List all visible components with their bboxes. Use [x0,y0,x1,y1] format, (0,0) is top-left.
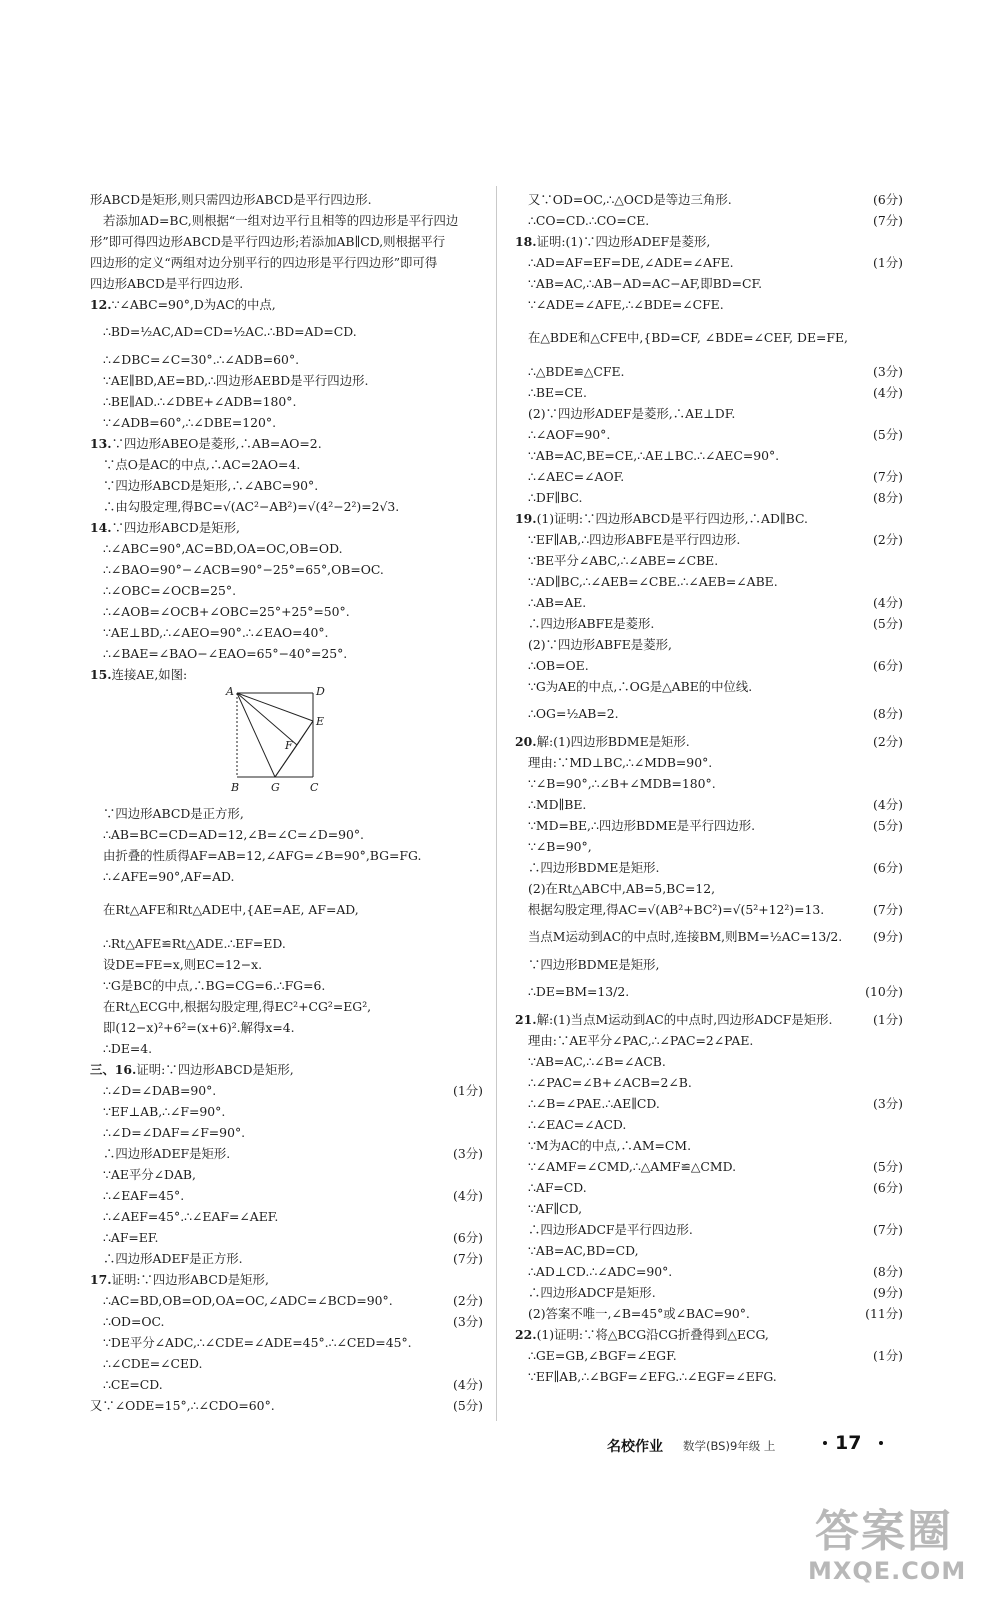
footer-brand: 名校作业 [607,1439,663,1455]
text-line: (1)证明:∵四边形ABCD是平行四边形,∴AD∥BC. [536,511,808,526]
text-line [515,1177,903,1198]
problem-14-heading [90,517,483,538]
segment-GE [275,721,313,777]
score-label: (4分) [873,595,903,610]
text-line [515,655,903,676]
score-label: (7分) [873,213,903,228]
text-line: 设DE=FE=x,则EC=12−x. [103,957,263,972]
text-line: (2)∵四边形ADEF是菱形,∴AE⊥DF. [528,406,736,421]
text-line [515,424,903,445]
problem-number: 12. [90,297,112,312]
footer-subject: 数学(BS)9年级 上 [683,1439,776,1453]
score-label: (7分) [873,1222,903,1237]
score-label: (1分) [873,255,903,270]
text-line: ∴∠CDE=∠CED. [103,1356,203,1371]
bullet-dot-icon [823,1441,827,1445]
line-text: ∴∠EAF=45°. [103,1188,185,1203]
bullet-dot-icon [879,1441,883,1445]
text-line: ∴∠OBC=∠OCB=25°. [103,583,237,598]
text-line: 即(12−x)²+6²=(x+6)².解得x=4. [103,1020,295,1035]
text-line: ∵∠B=90°, [528,839,592,854]
text-line: (2)在Rt△ABC中,AB=5,BC=12, [528,881,716,896]
text-line: 连接AE,如图: [111,667,188,682]
text-line [515,487,903,508]
text-line [515,1261,903,1282]
text-line: ∴∠ABC=90°,AC=BD,OA=OC,OB=OD. [103,541,343,556]
score-label: (9分) [873,929,903,944]
label-D: D [316,685,325,698]
text-line: 由折叠的性质得AF=AB=12,∠AFG=∠B=90°,BG=FG. [103,848,422,863]
line-text: ∴△BDE≌△CFE. [528,364,625,379]
text-line: 解:(1)四边形BDME是矩形. [536,734,690,749]
problem-number: 三、16. [90,1062,137,1077]
text-line: ∵M为AC的中点,∴AM=CM. [528,1138,692,1153]
score-label: (7分) [453,1251,483,1266]
text-line: ∴∠AEF=45°.∴∠EAF=∠AEF. [103,1209,279,1224]
text-line: ∴BE∥AD.∴∠DBE+∠ADB=180°. [103,394,297,409]
problem-18-heading [515,231,903,252]
text-line [515,1156,903,1177]
text-line [90,1227,483,1248]
line-text: ∴AF=CD. [528,1180,587,1195]
problem-number: 21. [515,1012,537,1027]
line-text: ∴CE=CD. [103,1377,163,1392]
score-label: (5分) [453,1398,483,1413]
score-label: (1分) [453,1083,483,1098]
right-column [515,189,903,1387]
line-text: ∴BE=CE. [528,385,587,400]
problem-20-heading [515,731,903,752]
text-line: ∵AE平分∠DAB, [103,1167,196,1182]
text-line [515,857,903,878]
text-line [515,529,903,550]
text-line [515,361,903,382]
text-line: 若添加AD=BC,则根据“一组对边平行且相等的四边形是平行四边 [103,213,459,228]
line-text: ∴GE=GB,∠BGF=∠EGF. [528,1348,677,1363]
text-line: ∵EF⊥AB,∴∠F=90°. [103,1104,226,1119]
text-line: ∴由勾股定理,得BC=√(AC²−AB²)=√(4²−2²)=2√3. [103,499,400,514]
segment-AE [237,693,313,721]
problem-number: 22. [515,1327,537,1342]
score-label: (7分) [873,469,903,484]
problem-21-heading [515,1009,903,1030]
text-line: ∵AE∥BD,AE=BD,∴四边形AEBD是平行四边形. [103,373,369,388]
left-column [90,189,483,1416]
text-line [515,382,903,403]
text-line: ∴∠BAE=∠BAO−∠EAO=65°−40°=25°. [103,646,348,661]
problem-number: 20. [515,734,537,749]
line-text: ∴AD=AF=EF=DE,∠ADE=∠AFE. [528,255,734,270]
text-line [515,920,903,954]
line-text: ∴DF∥BC. [528,490,583,505]
text-line: ∴∠BAO=90°−∠ACB=90°−25°=65°,OB=OC. [103,562,384,577]
score-label: (4分) [453,1188,483,1203]
score-label: (6分) [873,1180,903,1195]
score-label: (3分) [873,1096,903,1111]
text-line: ∴DE=4. [103,1041,153,1056]
text-line: ∵∠ADB=60°,∴∠DBE=120°. [103,415,277,430]
text-line: ∴AB=BC=CD=AD=12,∠B=∠C=∠D=90°. [103,827,364,842]
problem-number: 19. [515,511,537,526]
line-text: ∴四边形ADCF是平行四边形. [528,1222,693,1237]
problem-number: 14. [90,520,112,535]
text-line [90,1395,483,1416]
text-line: 理由:∵AE平分∠PAC,∴∠PAC=2∠PAE. [528,1033,754,1048]
line-text: ∴AB=AE. [528,595,587,610]
line-text: 当点M运动到AC的中点时,连接BM,则BM=½AC=13/2. [528,929,843,944]
text-line: ∴∠EAC=∠ACD. [528,1117,627,1132]
score-label: (2分) [873,532,903,547]
line-text: ∴∠AEC=∠AOF. [528,469,625,484]
line-text: ∴DE=BM=13/2. [528,984,630,999]
score-label: (7分) [873,902,903,917]
page-number: 17 [835,1432,862,1454]
text-line: ∴∠AOB=∠OCB+∠OBC=25°+25°=50°. [103,604,350,619]
text-line: ∵∠ADE=∠AFE,∴∠BDE=∠CFE. [528,297,724,312]
text-line: 在Rt△ECG中,根据勾股定理,得EC²+CG²=EG², [103,999,372,1014]
label-A: A [226,685,234,698]
text-line [515,975,903,1009]
score-label: (6分) [873,860,903,875]
text-line: 形ABCD是矩形,则只需四边形ABCD是平行四边形. [90,192,372,207]
text-line [515,794,903,815]
line-text: ∴∠D=∠DAB=90°. [103,1083,217,1098]
text-line [515,1345,903,1366]
score-label: (4分) [873,385,903,400]
page-footer [595,1432,915,1458]
score-label: (2分) [873,734,903,749]
score-label: (9分) [873,1285,903,1300]
text-line: ∵AB=AC,BD=CD, [528,1243,639,1258]
text-line [90,1290,483,1311]
problem-number: 18. [515,234,537,249]
score-label: (8分) [873,1264,903,1279]
text-line: 四边形的定义“两组对边分别平行的四边形是平行四边形”即可得 [90,255,438,270]
problem-16-heading [90,1059,483,1080]
score-label: (2分) [453,1293,483,1308]
text-line: ∵四边形ABCD是正方形, [103,806,244,821]
text-line: 证明:∵四边形ABCD是矩形, [111,1272,269,1287]
text-line: ∵BE平分∠ABC,∴∠ABE=∠CBE. [528,553,719,568]
text-line [515,613,903,634]
label-E: E [316,715,325,728]
text-line: ∴Rt△AFE≌Rt△ADE.∴EF=ED. [103,936,286,951]
text-line [90,1143,483,1164]
line-text: ∴MD∥BE. [528,797,587,812]
line-text: ∴∠AOF=90°. [528,427,611,442]
watermark-title: 答案圈 [815,1506,953,1557]
watermark-url: MXQE.COM [808,1557,967,1585]
text-line [90,1248,483,1269]
text-line: 证明:∵四边形ABCD是矩形, [136,1062,294,1077]
score-label: (8分) [873,706,903,721]
line-text: ∴OD=OC. [103,1314,165,1329]
text-line [515,1303,903,1324]
line-text: ∴AD⊥CD.∴∠ADC=90°. [528,1264,673,1279]
text-line: ∵AD∥BC,∴∠AEB=∠CBE.∴∠AEB=∠ABE. [528,574,778,589]
line-text: ∴四边形ADEF是矩形. [103,1146,231,1161]
line-text: ∵∠AMF=∠CMD,∴△AMF≌△CMD. [528,1159,737,1174]
score-label: (8分) [873,490,903,505]
problem-13-heading [90,433,483,454]
text-line [515,1093,903,1114]
line-text: ∵EF∥AB,∴四边形ABFE是平行四边形. [528,532,741,547]
score-label: (6分) [873,658,903,673]
problem-number: 17. [90,1272,112,1287]
line-text: ∴∠B=∠PAE.∴AE∥CD. [528,1096,660,1111]
text-line [515,252,903,273]
line-text: ∴OG=½AB=2. [528,706,619,721]
problem-12-heading [90,294,483,315]
label-C: C [310,781,319,794]
text-line: 在Rt△AFE和Rt△ADE中,{AE=AE, AF=AD, [103,902,359,917]
square-fold-figure [90,685,483,803]
score-label: (3分) [873,364,903,379]
score-label: (5分) [873,1159,903,1174]
text-line: 在△BDE和△CFE中,{BD=CF, ∠BDE=∠CEF, DE=FE, [528,330,848,345]
label-F: F [285,739,293,752]
line-text: ∴四边形BDME是矩形. [528,860,660,875]
score-label: (3分) [453,1314,483,1329]
text-line: ∵EF∥AB,∴∠BGF=∠EFG.∴∠EGF=∠EFG. [528,1369,777,1384]
text-line: ∵AF∥CD, [528,1201,583,1216]
text-line: ∵四边形ABCD是矩形, [111,520,240,535]
score-label: (4分) [453,1377,483,1392]
line-text: ∴四边形ABFE是菱形. [528,616,655,631]
score-label: (4分) [873,797,903,812]
text-line [515,815,903,836]
geometry-diagram [225,685,325,797]
text-line: (1)证明:∵将△BCG沿CG折叠得到△ECG, [536,1327,769,1342]
text-line [90,1311,483,1332]
text-line: ∵四边形ABEO是菱形,∴AB=AO=2. [111,436,322,451]
text-line: ∵∠B=90°,∴∠B+∠MDB=180°. [528,776,716,791]
text-line [515,592,903,613]
text-line [90,1080,483,1101]
text-line: ∵G是BC的中点,∴BG=CG=6.∴FG=6. [103,978,326,993]
problem-19-heading [515,508,903,529]
problem-17-heading [90,1269,483,1290]
column-divider [496,186,497,1421]
line-text: ∴四边形ADEF是正方形. [103,1251,243,1266]
label-B: B [231,781,240,794]
text-line [515,1282,903,1303]
text-line: ∴∠DBC=∠C=30°.∴∠ADB=60°. [103,352,300,367]
text-line: 四边形ABCD是平行四边形. [90,276,244,291]
text-line: 形”即可得四边形ABCD是平行四边形;若添加AB∥CD,则根据平行 [90,234,446,249]
line-text: 又∵OD=OC,∴△OCD是等边三角形. [528,192,732,207]
score-label: (6分) [873,192,903,207]
text-line [90,1185,483,1206]
text-line [515,189,903,210]
label-G: G [271,781,280,794]
text-line: ∵AB=AC,BE=CE,∴AE⊥BC.∴∠AEC=90°. [528,448,780,463]
score-label: (5分) [873,427,903,442]
line-text: ∵MD=BE,∴四边形BDME是平行四边形. [528,818,756,833]
line-text: ∴CO=CD.∴CO=CE. [528,213,650,228]
line-text: (2)答案不唯一,∠B=45°或∠BAC=90°. [528,1306,750,1321]
line-text: 根据勾股定理,得AC=√(AB²+BC²)=√(5²+12²)=13. [528,902,825,917]
score-label: (5分) [873,616,903,631]
text-line: ∵AE⊥BD,∴∠AEO=90°.∴∠EAO=40°. [103,625,329,640]
watermark [800,1495,975,1595]
problem-22-heading [515,1324,903,1345]
text-line: ∵四边形BDME是矩形, [528,957,660,972]
text-line: ∵AB=AC,∴AB−AD=AC−AF,即BD=CF. [528,276,763,291]
text-line: ∴∠AFE=90°,AF=AD. [103,869,235,884]
text-line: 理由:∵MD⊥BC,∴∠MDB=90°. [528,755,713,770]
text-line [90,1374,483,1395]
problem-number: 13. [90,436,112,451]
line-text: ∴AF=EF. [103,1230,159,1245]
text-line: ∵DE平分∠ADC,∴∠CDE=∠ADE=45°.∴∠CED=45°. [103,1335,412,1350]
text-line [515,899,903,920]
score-label: (5分) [873,818,903,833]
score-label: (6分) [453,1230,483,1245]
score-label: (1分) [873,1012,903,1027]
text-line [515,1219,903,1240]
score-label: (3分) [453,1146,483,1161]
text-line [515,466,903,487]
score-label: (10分) [865,984,903,999]
score-label: (1分) [873,1348,903,1363]
text-line: ∵AB=AC,∴∠B=∠ACB. [528,1054,666,1069]
segment-AG [237,693,275,777]
text-line: ∵G为AE的中点,∴OG是△ABE的中位线. [528,679,753,694]
text-line [515,697,903,731]
text-line: ∵四边形ABCD是矩形,∴∠ABC=90°. [103,478,319,493]
text-line: ∵∠ABC=90°,D为AC的中点, [111,297,276,312]
text-line: 证明:(1)∵四边形ADEF是菱形, [536,234,711,249]
line-text: ∴AC=BD,OB=OD,OA=OC,∠ADC=∠BCD=90°. [103,1293,393,1308]
text-line: ∴BD=½AC,AD=CD=½AC.∴BD=AD=CD. [103,324,357,339]
text-line: ∵点O是AC的中点,∴AC=2AO=4. [103,457,301,472]
text-line: ∴∠PAC=∠B+∠ACB=2∠B. [528,1075,692,1090]
line-text: ∴四边形ADCF是矩形. [528,1285,656,1300]
text-line: ∴∠D=∠DAF=∠F=90°. [103,1125,246,1140]
line-text: 又∵∠ODE=15°,∴∠CDO=60°. [90,1398,275,1413]
text-line [515,210,903,231]
text-line: 解:(1)当点M运动到AC的中点时,四边形ADCF是矩形. [536,1012,833,1027]
segment-AF [237,693,297,745]
problem-number: 15. [90,667,112,682]
text-line: (2)∵四边形ABFE是菱形, [528,637,672,652]
problem-15-heading [90,664,483,685]
score-label: (11分) [865,1306,903,1321]
line-text: ∴OB=OE. [528,658,589,673]
